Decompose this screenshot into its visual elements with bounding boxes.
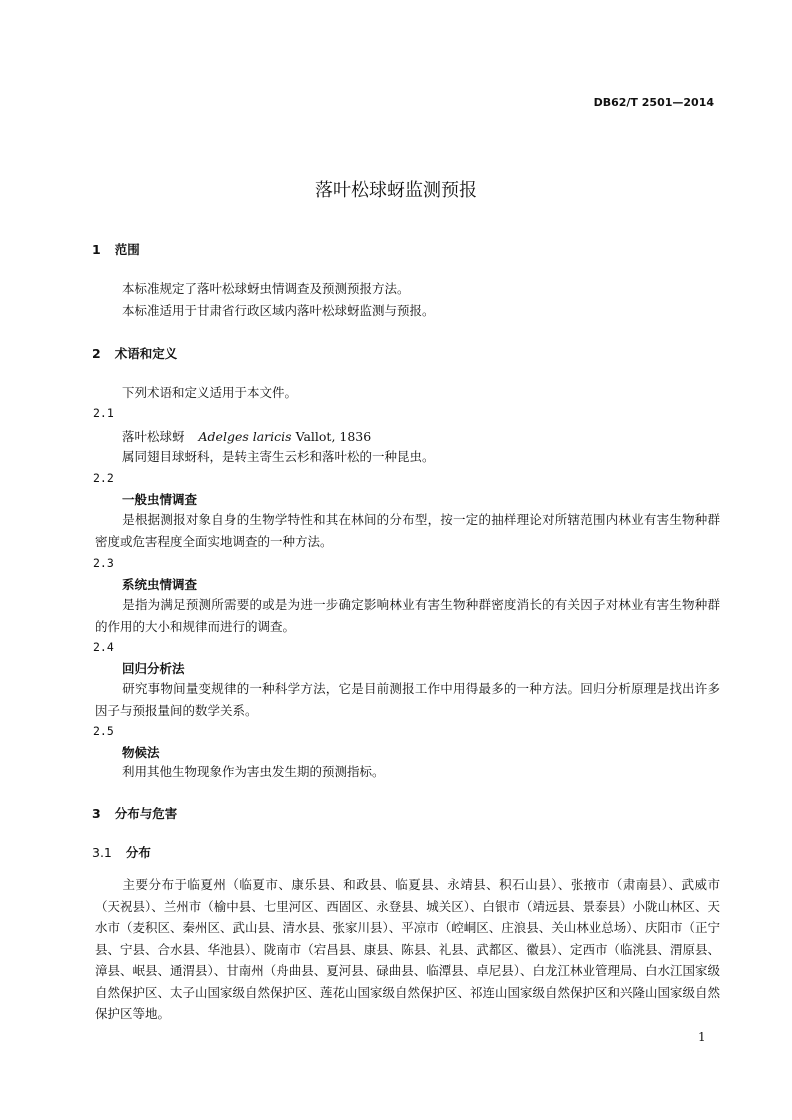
term-definition: 研究事物间量变规律的一种科学方法，它是目前测报工作中用得最多的一种方法。回归分析原理是找出许多因子与预报量间的数学关系。 xyxy=(95,681,720,718)
section-number: 3 xyxy=(92,806,101,821)
term-definition: 利用其他生物现象作为害虫发生期的预测指标。 xyxy=(122,764,385,779)
section-3-heading xyxy=(92,804,177,822)
page-number: 1 xyxy=(698,1030,706,1044)
section-title: 范围 xyxy=(114,242,140,257)
term-definition: 是根据测报对象自身的生物学特性和其在林间的分布型，按一定的抽样理论对所辖范围内林业有害生物种群密度或危害程度全面实地调查的一种方法。 xyxy=(95,512,720,549)
term-number: 2.5 xyxy=(93,724,114,738)
term-definition: 是指为满足预测所需要的或是为进一步确定影响林业有害生物种群密度消长的有关因子对林业有害生物种群的作用的大小和规律而进行的调查。 xyxy=(95,597,720,634)
latin-name: Adelges laricis xyxy=(198,429,292,444)
section-number: 1 xyxy=(92,242,101,257)
subsection-3-1-heading xyxy=(92,843,151,861)
term-number: 2.2 xyxy=(93,471,114,485)
term-number: 2.4 xyxy=(93,640,114,654)
section-1-heading xyxy=(92,240,140,258)
author-citation: Vallot, 1836 xyxy=(295,429,372,444)
term-name: 落叶松球蚜 xyxy=(122,429,185,444)
subsection-number: 3.1 xyxy=(92,845,112,860)
term-number: 2.1 xyxy=(93,406,114,420)
term-name: 回归分析法 xyxy=(122,661,185,676)
section-2-heading xyxy=(92,344,177,362)
term-definition: 属同翅目球蚜科，是转主寄生云杉和落叶松的一种昆虫。 xyxy=(122,449,435,464)
paragraph: 下列术语和定义适用于本文件。 xyxy=(122,385,298,400)
document-title: 落叶松球蚜监测预报 xyxy=(315,180,477,201)
subsection-title: 分布 xyxy=(125,845,151,860)
section-title: 分布与危害 xyxy=(114,806,178,821)
section-title: 术语和定义 xyxy=(114,346,178,361)
paragraph: 本标准规定了落叶松球蚜虫情调查及预测预报方法。 xyxy=(122,281,410,296)
paragraph: 本标准适用于甘肃省行政区域内落叶松球蚜监测与预报。 xyxy=(122,303,435,318)
distribution-paragraph: 主要分布于临夏州（临夏市、康乐县、和政县、临夏县、永靖县、积石山县）、张掖市（肃南县）、武威市（天祝县）、兰州市（榆中县、七里河区、西固区、永登县、城关区）、白银市（靖远县、景泰县）小陇山林区、天水市（麦积区、秦州区、武山县、清水县、张家川县）、平凉市（崆峒区、庄浪县、关山林业总场）、庆阳市（正宁县、宁县、合水县、华池县）、陇南市（宕昌县、康县、陈县、礼县、武都区、徽县）、定西市（临洮县、渭原县、漳县、岷县、通渭县）、甘南州（舟曲县、夏河县、碌曲县、临潭县、卓尼县）、白龙江林业管理局、白水江国家级自然保护区、太子山国家级自然保护区、莲花山国家级自然保护区、祁连山国家级自然保护区和兴隆山国家级自然保护区等地。 xyxy=(95,877,721,1021)
term-name: 系统虫情调查 xyxy=(122,577,198,592)
term-name: 一般虫情调查 xyxy=(122,492,198,507)
term-number: 2.3 xyxy=(93,556,114,570)
section-number: 2 xyxy=(92,346,101,361)
term-name: 物候法 xyxy=(122,745,160,760)
term-2-1-line xyxy=(122,426,371,447)
standard-code: DB62/T 2501—2014 xyxy=(593,96,714,109)
